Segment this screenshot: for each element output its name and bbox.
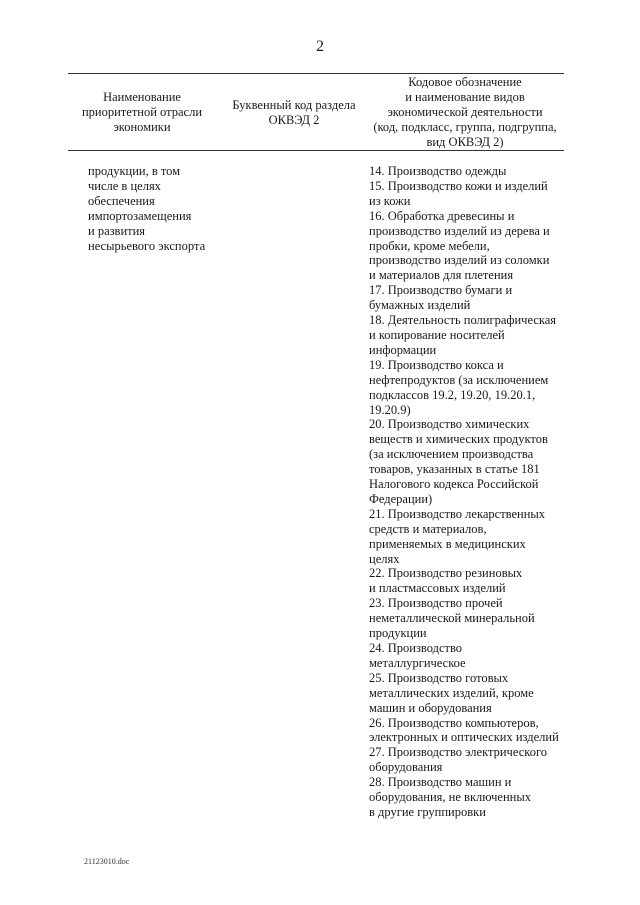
activity-line: применяемых в медицинских — [369, 536, 526, 551]
industry-name-cell — [88, 164, 228, 254]
cell-line: импортозамещения — [88, 209, 192, 223]
activity-line: 24. Производство — [369, 641, 463, 655]
cell-line: числе в целях — [88, 179, 161, 193]
activity-item — [369, 716, 569, 746]
activity-line: Федерации) — [369, 491, 433, 506]
activity-line: 18. Деятельность полиграфическая — [369, 313, 557, 328]
activity-line: 21. Производство лекарственных — [369, 506, 546, 521]
header-line: Наименование — [103, 90, 181, 104]
activity-item — [369, 775, 569, 820]
activity-line: средств и материалов, — [369, 521, 487, 536]
activity-line: 25. Производство готовых — [369, 670, 509, 685]
activity-line: оборудования, не включенных — [369, 790, 531, 805]
activity-line: и пластмассовых изделий — [369, 581, 506, 596]
activity-line: неметаллической минеральной — [369, 611, 535, 626]
footer-filename: 21123010.doc — [84, 857, 130, 866]
page-number: 2 — [316, 38, 324, 55]
activity-line: нефтепродуктов (за исключением — [369, 372, 549, 387]
activity-line: 17. Производство бумаги и — [369, 283, 513, 298]
activity-line: в другие группировки — [369, 804, 486, 819]
activity-line: информации — [369, 342, 437, 357]
activity-line: из кожи — [369, 193, 411, 208]
activity-line: 19.20.9) — [369, 402, 411, 417]
activity-line: машин и оборудования — [369, 700, 492, 715]
cell-line: обеспечения — [88, 194, 155, 208]
activity-line: Налогового кодекса Российской — [369, 477, 539, 492]
header-line: (код, подкласс, группа, подгруппа, — [373, 120, 557, 134]
activity-item — [369, 417, 569, 506]
activity-item — [369, 507, 569, 567]
activity-line: 19. Производство кокса и — [369, 357, 504, 372]
activity-item — [369, 164, 569, 179]
table-top-rule — [68, 73, 564, 74]
header-activity-code — [360, 75, 570, 150]
activity-item — [369, 641, 569, 671]
cell-line: продукции, в том — [88, 164, 181, 178]
cell-line: и развития — [88, 224, 146, 238]
activity-item — [369, 745, 569, 775]
activity-line: 15. Производство кожи и изделий — [369, 178, 548, 193]
activity-list — [369, 164, 569, 820]
header-line: Кодовое обозначение — [408, 75, 522, 89]
header-industry-name — [72, 90, 212, 135]
activity-line: бумажных изделий — [369, 298, 471, 313]
activity-line: металлических изделий, кроме — [369, 685, 534, 700]
header-line: экономической деятельности — [387, 105, 543, 119]
activity-item — [369, 179, 569, 209]
activity-item — [369, 596, 569, 641]
activity-line: пробки, кроме мебели, — [369, 238, 490, 253]
header-line: и наименование видов — [405, 90, 525, 104]
activity-line: 26. Производство компьютеров, — [369, 715, 539, 730]
activity-line: металлургическое — [369, 655, 466, 670]
activity-item — [369, 283, 569, 313]
activity-line: целях — [369, 551, 400, 566]
activity-line: 23. Производство прочей — [369, 596, 503, 611]
cell-line: несырьевого экспорта — [88, 239, 206, 253]
activity-line: товаров, указанных в статье 181 — [369, 462, 540, 477]
activity-line: 16. Обработка древесины и — [369, 208, 515, 223]
activity-item — [369, 313, 569, 358]
activity-line: и копирование носителей — [369, 327, 505, 342]
activity-line: производство изделий из дерева и — [369, 223, 550, 238]
header-section-code — [224, 98, 364, 128]
header-line: вид ОКВЭД 2) — [426, 135, 504, 149]
table-header-rule — [68, 150, 564, 151]
activity-line: веществ и химических продуктов — [369, 432, 548, 447]
activity-line: 28. Производство машин и — [369, 775, 512, 790]
activity-line: подклассов 19.2, 19.20, 19.20.1, — [369, 387, 536, 402]
activity-line: производство изделий из соломки — [369, 253, 550, 268]
activity-line: электронных и оптических изделий — [369, 730, 559, 745]
activity-line: и материалов для плетения — [369, 268, 514, 283]
header-line: экономики — [113, 120, 171, 134]
activity-item — [369, 566, 569, 596]
header-line: ОКВЭД 2 — [268, 113, 320, 127]
activity-item — [369, 209, 569, 284]
activity-line: продукции — [369, 626, 427, 641]
header-line: приоритетной отрасли — [81, 105, 203, 119]
activity-line: оборудования — [369, 760, 443, 775]
activity-line: (за исключением производства — [369, 447, 534, 462]
activity-line: 27. Производство электрического — [369, 745, 548, 760]
activity-item — [369, 671, 569, 716]
activity-line: 22. Производство резиновых — [369, 566, 523, 581]
activity-line: 20. Производство химических — [369, 417, 530, 432]
activity-line: 14. Производство одежды — [369, 164, 507, 178]
activity-item — [369, 358, 569, 418]
header-line: Буквенный код раздела — [232, 98, 356, 112]
